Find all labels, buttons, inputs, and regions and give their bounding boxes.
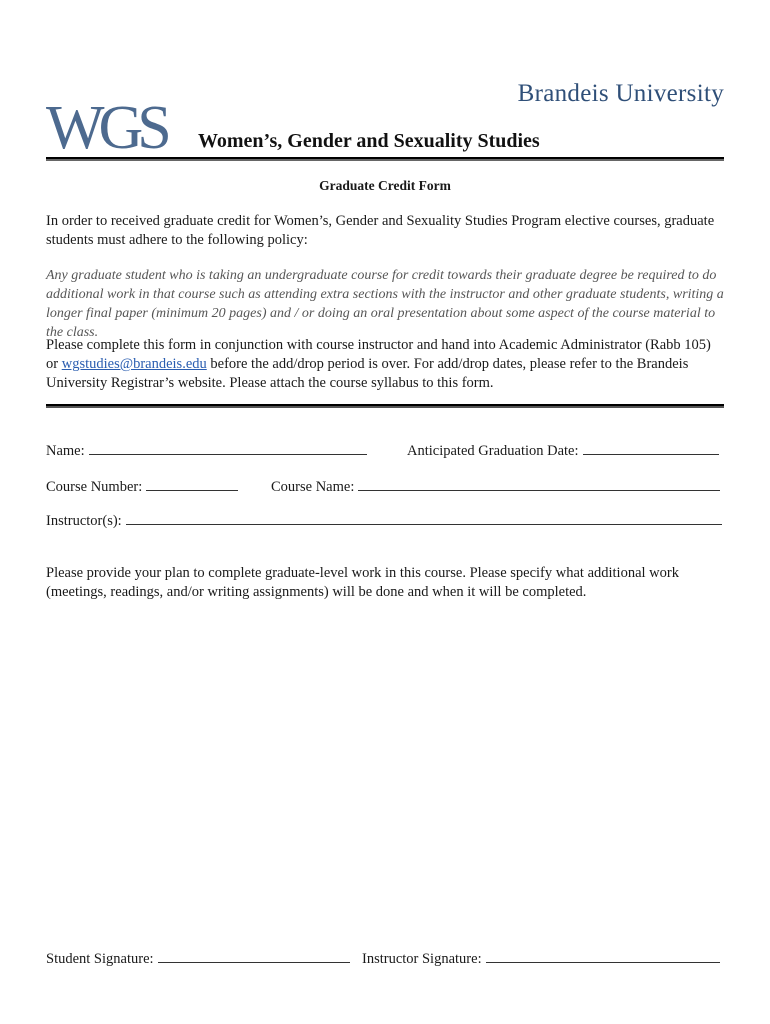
policy-paragraph: Any graduate student who is taking an undergraduate course for credit towards their graduate degree be required to do additional work in that course such as attending extra sections with the instructor and other graduate students, writing a longer final paper (minimum 20 pages) and / or doing an oral presentation about some aspect of the course material to the class. [46, 268, 724, 340]
plan-prompt: Please provide your plan to complete graduate-level work in this course. Please specify what additional work (meetings, readings, and/or writing assignments) will be done and when it will be completed. [46, 565, 679, 600]
course-number-input-line[interactable] [146, 476, 238, 491]
email-link[interactable]: wgstudies@brandeis.edu [61, 356, 207, 372]
course-name-label: Course Name: [271, 479, 355, 495]
instructors-input-line[interactable] [126, 510, 722, 525]
course-name-field [271, 476, 720, 496]
form-title: Graduate Credit Form [319, 178, 451, 193]
graduation-date-input-line[interactable] [583, 440, 719, 455]
student-signature-line[interactable] [158, 948, 350, 963]
instructions-text-start: Please complete this form in conjunction with course instructor and hand into Academic Administrator (Rabb 105) or [46, 337, 711, 372]
instructor-signature-field [362, 948, 720, 968]
student-signature-field [46, 948, 350, 968]
section-divider [46, 404, 724, 408]
course-number-field [46, 476, 238, 496]
name-label: Name: [46, 443, 85, 459]
instructors-label: Instructor(s): [46, 513, 122, 529]
graduation-date-field [407, 440, 719, 460]
graduation-date-label: Anticipated Graduation Date: [407, 443, 579, 459]
instructor-signature-line[interactable] [486, 948, 720, 963]
name-input-line[interactable] [89, 440, 367, 455]
program-title: Women’s, Gender and Sexuality Studies [198, 130, 540, 152]
course-name-input-line[interactable] [358, 476, 720, 491]
course-number-label: Course Number: [46, 479, 143, 495]
header-divider [46, 157, 724, 161]
name-field [46, 440, 367, 460]
instructors-field [46, 510, 722, 530]
university-name: Brandeis University [517, 80, 724, 107]
svg-text:WGS: WGS [46, 98, 166, 154]
instructions-text-end: before the add/drop period is over. For add/drop dates, please refer to the Brandeis University Registrar’s website. Please attach the course syllabus to this form. [46, 356, 689, 391]
intro-paragraph: In order to received graduate credit for Women’s, Gender and Sexuality Studies Program elective courses, graduate students must adhere to the following policy: [46, 213, 715, 248]
student-signature-label: Student Signature: [46, 951, 154, 967]
instructions-paragraph [46, 336, 726, 393]
wgs-logo [46, 98, 196, 154]
instructor-signature-label: Instructor Signature: [362, 951, 482, 967]
